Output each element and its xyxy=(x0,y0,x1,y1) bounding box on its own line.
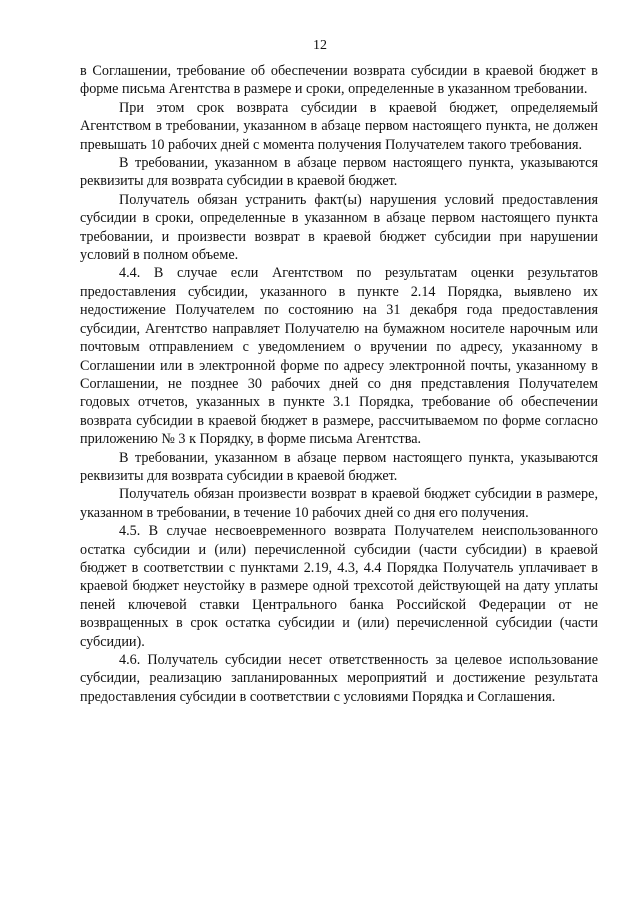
paragraph-6: В требовании, указанном в абзаце первом настоящего пункта, указываются реквизиты для возврата субсидии в краевой бюджет. xyxy=(80,449,598,484)
paragraph-1: в Соглашении, требование об обеспечении возврата субсидии в краевой бюджет в форме письма Агентства в размере и сроки, определенные в указанном требовании. xyxy=(80,63,598,98)
paragraph-4-5: 4.5. В случае несвоевременного возврата Получателем неиспользованного остатка субсидии и (или) перечисленной субсидии (части субсидии) в краевой бюджет в соответствии с пунктами 2.19, 4.3, 4.4 Порядка Получатель уплачивает в краевой бюджет неустойку в размере одной трехсотой действующей на дату уплаты пеней ключевой ставки Центрального банка Российской Федерации от не возвращенных в срок остатка субсидии и (или) перечисленной субсидии (части субсидии). xyxy=(80,523,598,650)
page-number: 12 xyxy=(313,38,327,53)
paragraph-4-4: 4.4. В случае если Агентством по результатам оценки результатов предоставления субсидии, указанного в пункте 2.14 Порядка, выявлено их недостижение Получателем по состоянию на 31 декабря года предоставления субсидии, Агентство направляет Получателю на бумажном носителе нарочным или почтовым отправлением с уведомлением о вручении по адресу, указанному в Соглашении или в электронной форме по адресу электронной почты, указанному в Соглашении, не позднее 30 рабочих дней со дня представления Получателем годовых отчетов, указанных в пункте 3.1 Порядка, требование об обеспечении возврата субсидии в краевой бюджет в размере, рассчитываемом по форме согласно приложению № 3 к Порядку, в форме письма Агентства. xyxy=(80,265,598,448)
document-body xyxy=(80,62,598,706)
paragraph-3: В требовании, указанном в абзаце первом настоящего пункта, указываются реквизиты для возврата субсидии в краевой бюджет. xyxy=(80,155,598,190)
paragraph-7: Получатель обязан произвести возврат в краевой бюджет субсидии в размере, указанном в требовании, в течение 10 рабочих дней со дня его получения. xyxy=(80,486,598,521)
paragraph-4: Получатель обязан устранить факт(ы) нарушения условий предоставления субсидии в сроки, определенные в указанном в абзаце первом настоящего пункта требовании, и произвести возврат в краевой бюджет субсидии при нарушении условий в полном объеме. xyxy=(80,191,598,264)
paragraph-4-6: 4.6. Получатель субсидии несет ответственность за целевое использование субсидии, реализацию запланированных мероприятий и достижение результата предоставления субсидии в соответствии с условиями Порядка и Соглашения. xyxy=(80,652,598,705)
paragraph-2: При этом срок возврата субсидии в краевой бюджет, определяемый Агентством в требовании, указанном в абзаце первом настоящего пункта, не должен превышать 10 рабочих дней с момента получения Получателем такого требования. xyxy=(80,99,598,153)
